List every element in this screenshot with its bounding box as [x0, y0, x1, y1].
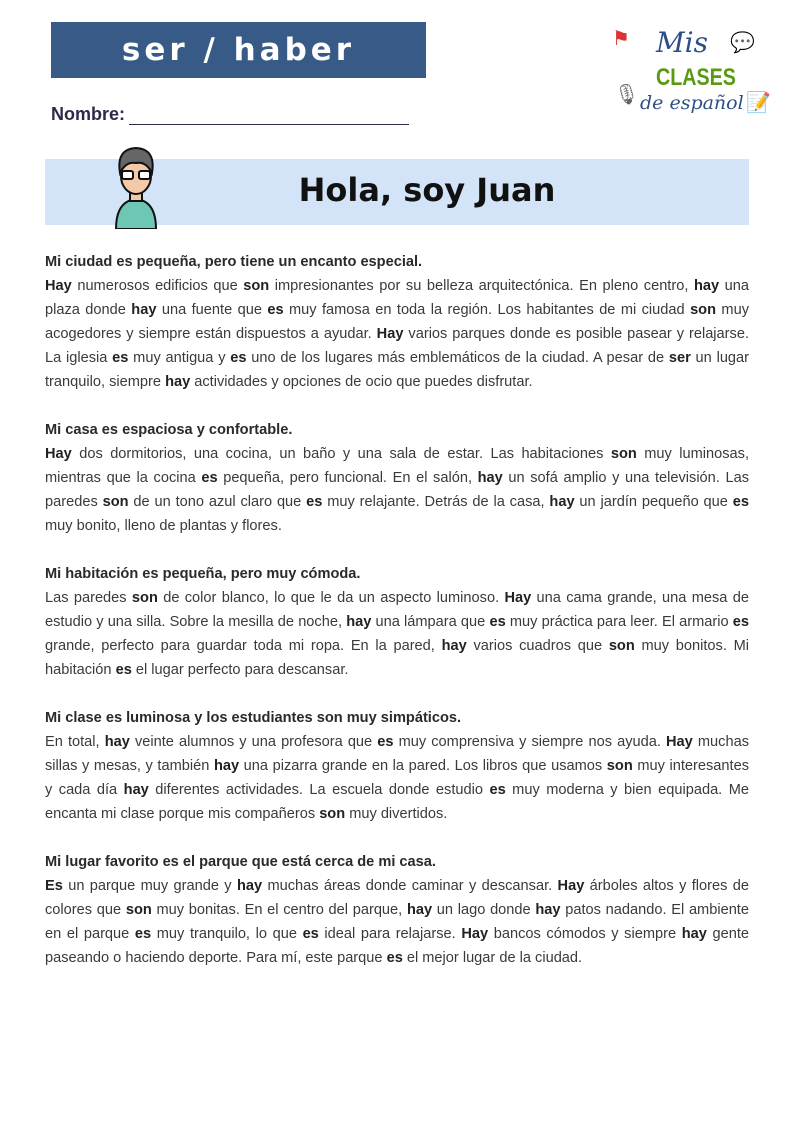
highlighted-verb: es	[306, 494, 323, 510]
text-segment: varios cuadros que	[466, 638, 609, 654]
logo-text-mis: Mis	[656, 26, 708, 59]
text-segment: veinte alumnos y una profesora que	[129, 734, 378, 750]
highlighted-verb: es	[386, 950, 403, 966]
highlighted-verb: son	[319, 806, 346, 822]
text-segment: muy tranquilo, lo que	[151, 926, 303, 942]
text-segment: el lugar perfecto para descansar.	[131, 662, 349, 678]
text-segment: muy comprensiva y siempre nos ayuda.	[393, 734, 667, 750]
text-segment: el mejor lugar de la ciudad.	[402, 950, 583, 966]
text-segment: un sofá amplio y una televisión. Las paredes	[45, 470, 749, 510]
highlighted-verb: es	[230, 350, 247, 366]
highlighted-verb: es	[489, 782, 506, 798]
text-segment: de un tono azul claro que	[128, 494, 307, 510]
highlighted-verb: es	[489, 614, 506, 630]
text-segment: ideal para relajarse.	[318, 926, 462, 942]
text-segment: En total,	[45, 734, 105, 750]
text-segment: uno de los lugares más emblemáticos de la ciudad. A pesar de	[246, 350, 669, 366]
highlighted-verb: Hay	[45, 446, 72, 462]
highlighted-verb: son	[606, 758, 633, 774]
text-segment: muy famosa en toda la región. Los habitantes de mi ciudad	[283, 302, 691, 318]
section-heading: Mi lugar favorito es el parque que está cerca de mi casa.	[45, 854, 436, 870]
highlighted-verb: Hay	[376, 326, 404, 342]
boy-avatar-icon	[110, 143, 162, 229]
logo-text-espanol: de español	[640, 92, 744, 114]
banner-heading: Hola, soy Juan	[298, 171, 556, 209]
text-segment: grande, perfecto para guardar toda mi ropa. En la pared,	[45, 638, 442, 654]
highlighted-verb: es	[377, 734, 394, 750]
highlighted-verb: hay	[236, 878, 263, 894]
highlighted-verb: Es	[45, 878, 63, 894]
highlighted-verb: es	[267, 302, 284, 318]
highlighted-verb: hay	[535, 902, 561, 918]
highlighted-verb: es	[201, 470, 218, 486]
text-segment: pequeña, pero funcional. En el salón,	[217, 470, 478, 486]
text-segment: muy luminosas, mientras que la cocina	[45, 446, 750, 486]
highlighted-verb: hay	[346, 614, 372, 630]
highlighted-verb: Hay	[504, 590, 532, 606]
text-segment: muy interesantes y cada día	[45, 758, 750, 798]
notepad-icon: 📝	[746, 92, 771, 114]
text-segment: muy antigua y	[128, 350, 231, 366]
text-segment: un lugar tranquilo, siempre	[45, 350, 750, 390]
text-segment: dos dormitorios, una cocina, un baño y una sala de estar. Las habitaciones	[71, 446, 611, 462]
logo	[612, 26, 772, 136]
text-segment: muy bonitas. En el centro del parque,	[151, 902, 407, 918]
highlighted-verb: Hay	[666, 734, 693, 750]
highlighted-verb: son	[690, 302, 717, 318]
highlighted-verb: es	[302, 926, 319, 942]
highlighted-verb: hay	[213, 758, 240, 774]
text-segment: patos nadando. El ambiente en el parque	[45, 902, 749, 942]
name-label: Nombre:	[51, 104, 126, 124]
section-heading: Mi ciudad es pequeña, pero tiene un encanto especial.	[45, 254, 423, 270]
text-segment: impresionantes por su belleza arquitectónica. En pleno centro,	[269, 278, 694, 294]
text-segment: actividades y opciones de ocio que puedes disfrutar.	[190, 374, 533, 390]
text-segment: un jardín pequeño que	[574, 494, 733, 510]
section-paragraph	[45, 874, 749, 970]
highlighted-verb: es	[112, 350, 129, 366]
highlighted-verb: Hay	[557, 878, 585, 894]
name-field	[51, 104, 409, 125]
highlighted-verb: son	[102, 494, 129, 510]
text-segment: muy acogedores y siempre están dispuestos a ayudar.	[45, 302, 749, 342]
highlighted-verb: son	[125, 902, 152, 918]
highlighted-verb: hay	[441, 638, 467, 654]
text-segment: árboles altos y flores de colores que	[45, 878, 749, 918]
highlighted-verb: hay	[104, 734, 130, 750]
highlighted-verb: hay	[549, 494, 575, 510]
highlighted-verb: hay	[681, 926, 707, 942]
text-segment: muy moderna y bien equipada. Me encanta mi clase porque mis compañeros	[45, 782, 749, 822]
text-segment: muy relajante. Detrás de la casa,	[322, 494, 550, 510]
text-segment: muy divertidos.	[345, 806, 448, 822]
speech-bubbles-icon: 💬	[730, 32, 755, 54]
highlighted-verb: son	[608, 638, 635, 654]
highlighted-verb: son	[610, 446, 637, 462]
text-segment: un lago donde	[432, 902, 536, 918]
highlighted-verb: es	[134, 926, 152, 942]
highlighted-verb: hay	[693, 278, 720, 294]
highlighted-verb: son	[131, 590, 158, 606]
text-segment: muy práctica para leer. El armario	[505, 614, 733, 630]
text-segment: una plaza donde	[45, 278, 750, 318]
highlighted-verb: hay	[165, 374, 191, 390]
text-segment: Las paredes	[45, 590, 132, 606]
reading-text	[45, 250, 749, 994]
highlighted-verb: Hay	[45, 278, 72, 294]
text-segment: muy bonitos. Mi habitación	[45, 638, 750, 678]
name-blank-line	[129, 106, 409, 125]
logo-text-clases: CLASES	[656, 64, 736, 91]
section-paragraph	[45, 730, 749, 826]
worksheet-title: ser / haber	[121, 32, 356, 68]
text-segment: numerosos edificios que	[71, 278, 244, 294]
text-segment: una lámpara que	[371, 614, 490, 630]
section-heading: Mi habitación es pequeña, pero muy cómoda.	[45, 566, 361, 582]
highlighted-verb: ser	[668, 350, 691, 366]
text-segment: diferentes actividades. La escuela donde estudio	[148, 782, 490, 798]
highlighted-verb: hay	[123, 782, 149, 798]
text-segment: muchas sillas y mesas, y también	[45, 734, 749, 774]
text-segment: un parque muy grande y	[62, 878, 237, 894]
section-paragraph	[45, 442, 749, 538]
text-segment: una fuente que	[156, 302, 268, 318]
highlighted-verb: hay	[477, 470, 503, 486]
text-segment: varios parques donde es posible pasear y relajarse. La iglesia	[45, 326, 749, 366]
highlighted-verb: hay	[406, 902, 433, 918]
section-paragraph	[45, 586, 749, 682]
text-segment: muy bonito, lleno de plantas y flores.	[45, 518, 282, 534]
text-segment: una pizarra grande en la pared. Los libros que usamos	[239, 758, 607, 774]
title-box	[51, 22, 426, 78]
text-segment: muchas áreas donde caminar y descansar.	[262, 878, 558, 894]
text-segment: una cama grande, una mesa de estudio y una silla. Sobre la mesilla de noche,	[45, 590, 749, 630]
section-paragraph	[45, 274, 749, 394]
highlighted-verb: hay	[131, 302, 157, 318]
highlighted-verb: Hay	[461, 926, 489, 942]
text-segment: bancos cómodos y siempre	[488, 926, 682, 942]
microphone-icon: 🎙	[614, 84, 640, 106]
section-heading: Mi casa es espaciosa y confortable.	[45, 422, 293, 438]
highlighted-verb: es	[115, 662, 132, 678]
highlighted-verb: son	[243, 278, 270, 294]
section-heading: Mi clase es luminosa y los estudiantes son muy simpáticos.	[45, 710, 462, 726]
spain-flag-icon: ⚑	[612, 28, 630, 50]
highlighted-verb: es	[732, 614, 750, 630]
text-segment: de color blanco, lo que le da un aspecto luminoso.	[157, 590, 505, 606]
highlighted-verb: es	[732, 494, 749, 510]
text-segment: gente paseando o haciendo deporte. Para mí, este parque	[45, 926, 749, 966]
